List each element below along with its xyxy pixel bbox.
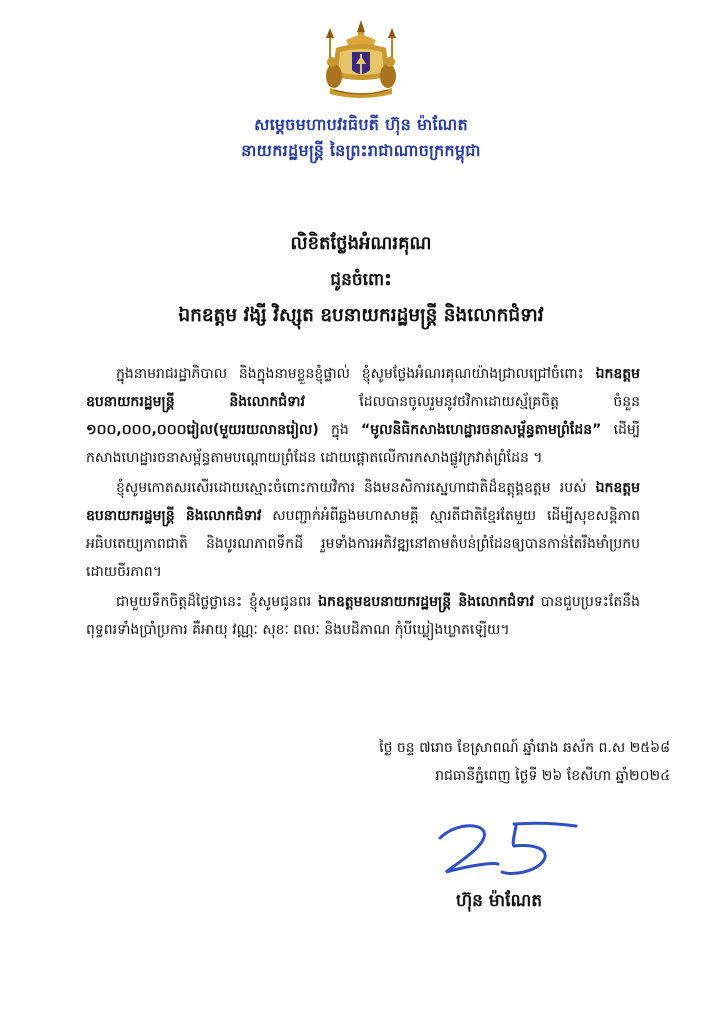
lunar-date: ថ្ងៃ ចន្ទ ៧រោច ខែស្រាពណ៍ ឆ្នាំរោង ឆស័ក ព.ស ២៥៦៨ [379,740,670,756]
letterhead-title-line1: សម្តេចមហាបវរធិបតី ហ៊ុន ម៉ាណែត [254,115,468,134]
paragraph-3-honorific: ឯកឧត្តមឧបនាយករដ្ឋមន្ត្រី និងលោកជំទាវ [318,594,534,610]
fund-name: “មូលនិធិកសាងហេដ្ឋារចនាសម្ព័ន្ធតាមព្រំដែន” [361,422,602,438]
royal-arms-emblem-icon [316,18,406,102]
paragraph-1-honorific: ឯកឧត្តមឧបនាយករដ្ឋមន្ត្រី និងលោកជំទាវ [86,366,640,410]
paragraph-3-text-2: បានជួបប្រទះតែនឹងពុទ្ធពរទាំងប្រាំប្រការ គឺអាយុ វណ្ណៈ សុខៈ ពលៈ និងបដិភាណ កុំបីឃ្លៀងឃ្លាតឡើយ។ [86,594,640,638]
letter-to-line: ជូនចំពោះ [330,270,392,290]
paragraph-1-text: ក្នុងនាមរាជរដ្ឋាភិបាល និងក្នុងនាមខ្លួនខ្ញុំផ្ទាល់ ខ្ញុំសូមថ្លែងអំណរគុណយ៉ាងជ្រាលជ្រៅចំពោះ [116,366,596,382]
paragraph-1-text-4: ដើម្បីកសាងហេដ្ឋារចនាសម្ព័ន្ធតាមបណ្ដោយព្រំដែន ដោយផ្ដោតលើការកសាងផ្លូវក្រវាត់ព្រំដែន ។ [86,422,640,466]
letterhead [0,112,722,164]
paragraph-1-text-3: ក្នុង [318,422,362,438]
paragraph-1-text-2: ដែលបានចូលរួមនូវថវិកាដោយស្ម័គ្រចិត្ត ចំនួន [304,394,640,410]
paragraph-2-text-2: សបញ្ជាក់អំពីឆ្លងមហាសាមគ្គី ស្មារតីជាតិខ្មែរតែមួយ ដើម្បីសុខសន្តិភាព អធិបតេយ្យភាពជាតិ និងបូរណភាពទឹកដី រួមទាំងការអភិវឌ្ឍនៅតាមតំបន់ព្រំដែនឲ្យបានកាន់តែរឹងមាំប្រកបដោយចីរភាព។ [86,508,640,580]
handwritten-signature-icon [432,816,582,886]
letterhead-title-line2: នាយករដ្ឋមន្ត្រី នៃព្រះរាជាណាចក្រកម្ពុជា [241,141,481,160]
paragraph-2-text: ខ្ញុំសូមកោតសរសើរដោយស្មោះចំពោះកាយវិការ និងមនសិការស្នេហាជាតិដ៏ឧត្តុង្គឧត្តម របស់ [116,480,596,496]
signer-name: ហ៊ុន ម៉ាណែត [456,891,543,911]
letter-heading: លិខិតថ្លែងអំណរគុណ [290,233,432,254]
paragraph-3-text: ជាមួយទឹកចិត្តដ៏ថ្លៃថ្លានេះ ខ្ញុំសូមជូនពរ [116,594,319,610]
paragraph-1 [86,360,640,472]
paragraph-2-honorific: ឯកឧត្តមឧបនាយករដ្ឋមន្ត្រី និងលោកជំទាវ [86,480,640,524]
letter-body [86,360,640,646]
letter-titles [0,226,722,334]
solar-date: រាជធានីភ្នំពេញ ថ្ងៃទី ២៦ ខែសីហា ឆ្នាំ២០២៤ [435,768,670,784]
letter-recipient: ឯកឧត្តម វង្សី វិស្សុត ឧបនាយករដ្ឋមន្ត្រី និងលោកជំទាវ [178,305,544,326]
date-block [250,734,670,790]
donation-amount: ១០០,០០០,០០០រៀល(មួយរយលានរៀល) [86,422,319,438]
paragraph-2 [86,474,640,586]
paragraph-3 [86,588,640,644]
